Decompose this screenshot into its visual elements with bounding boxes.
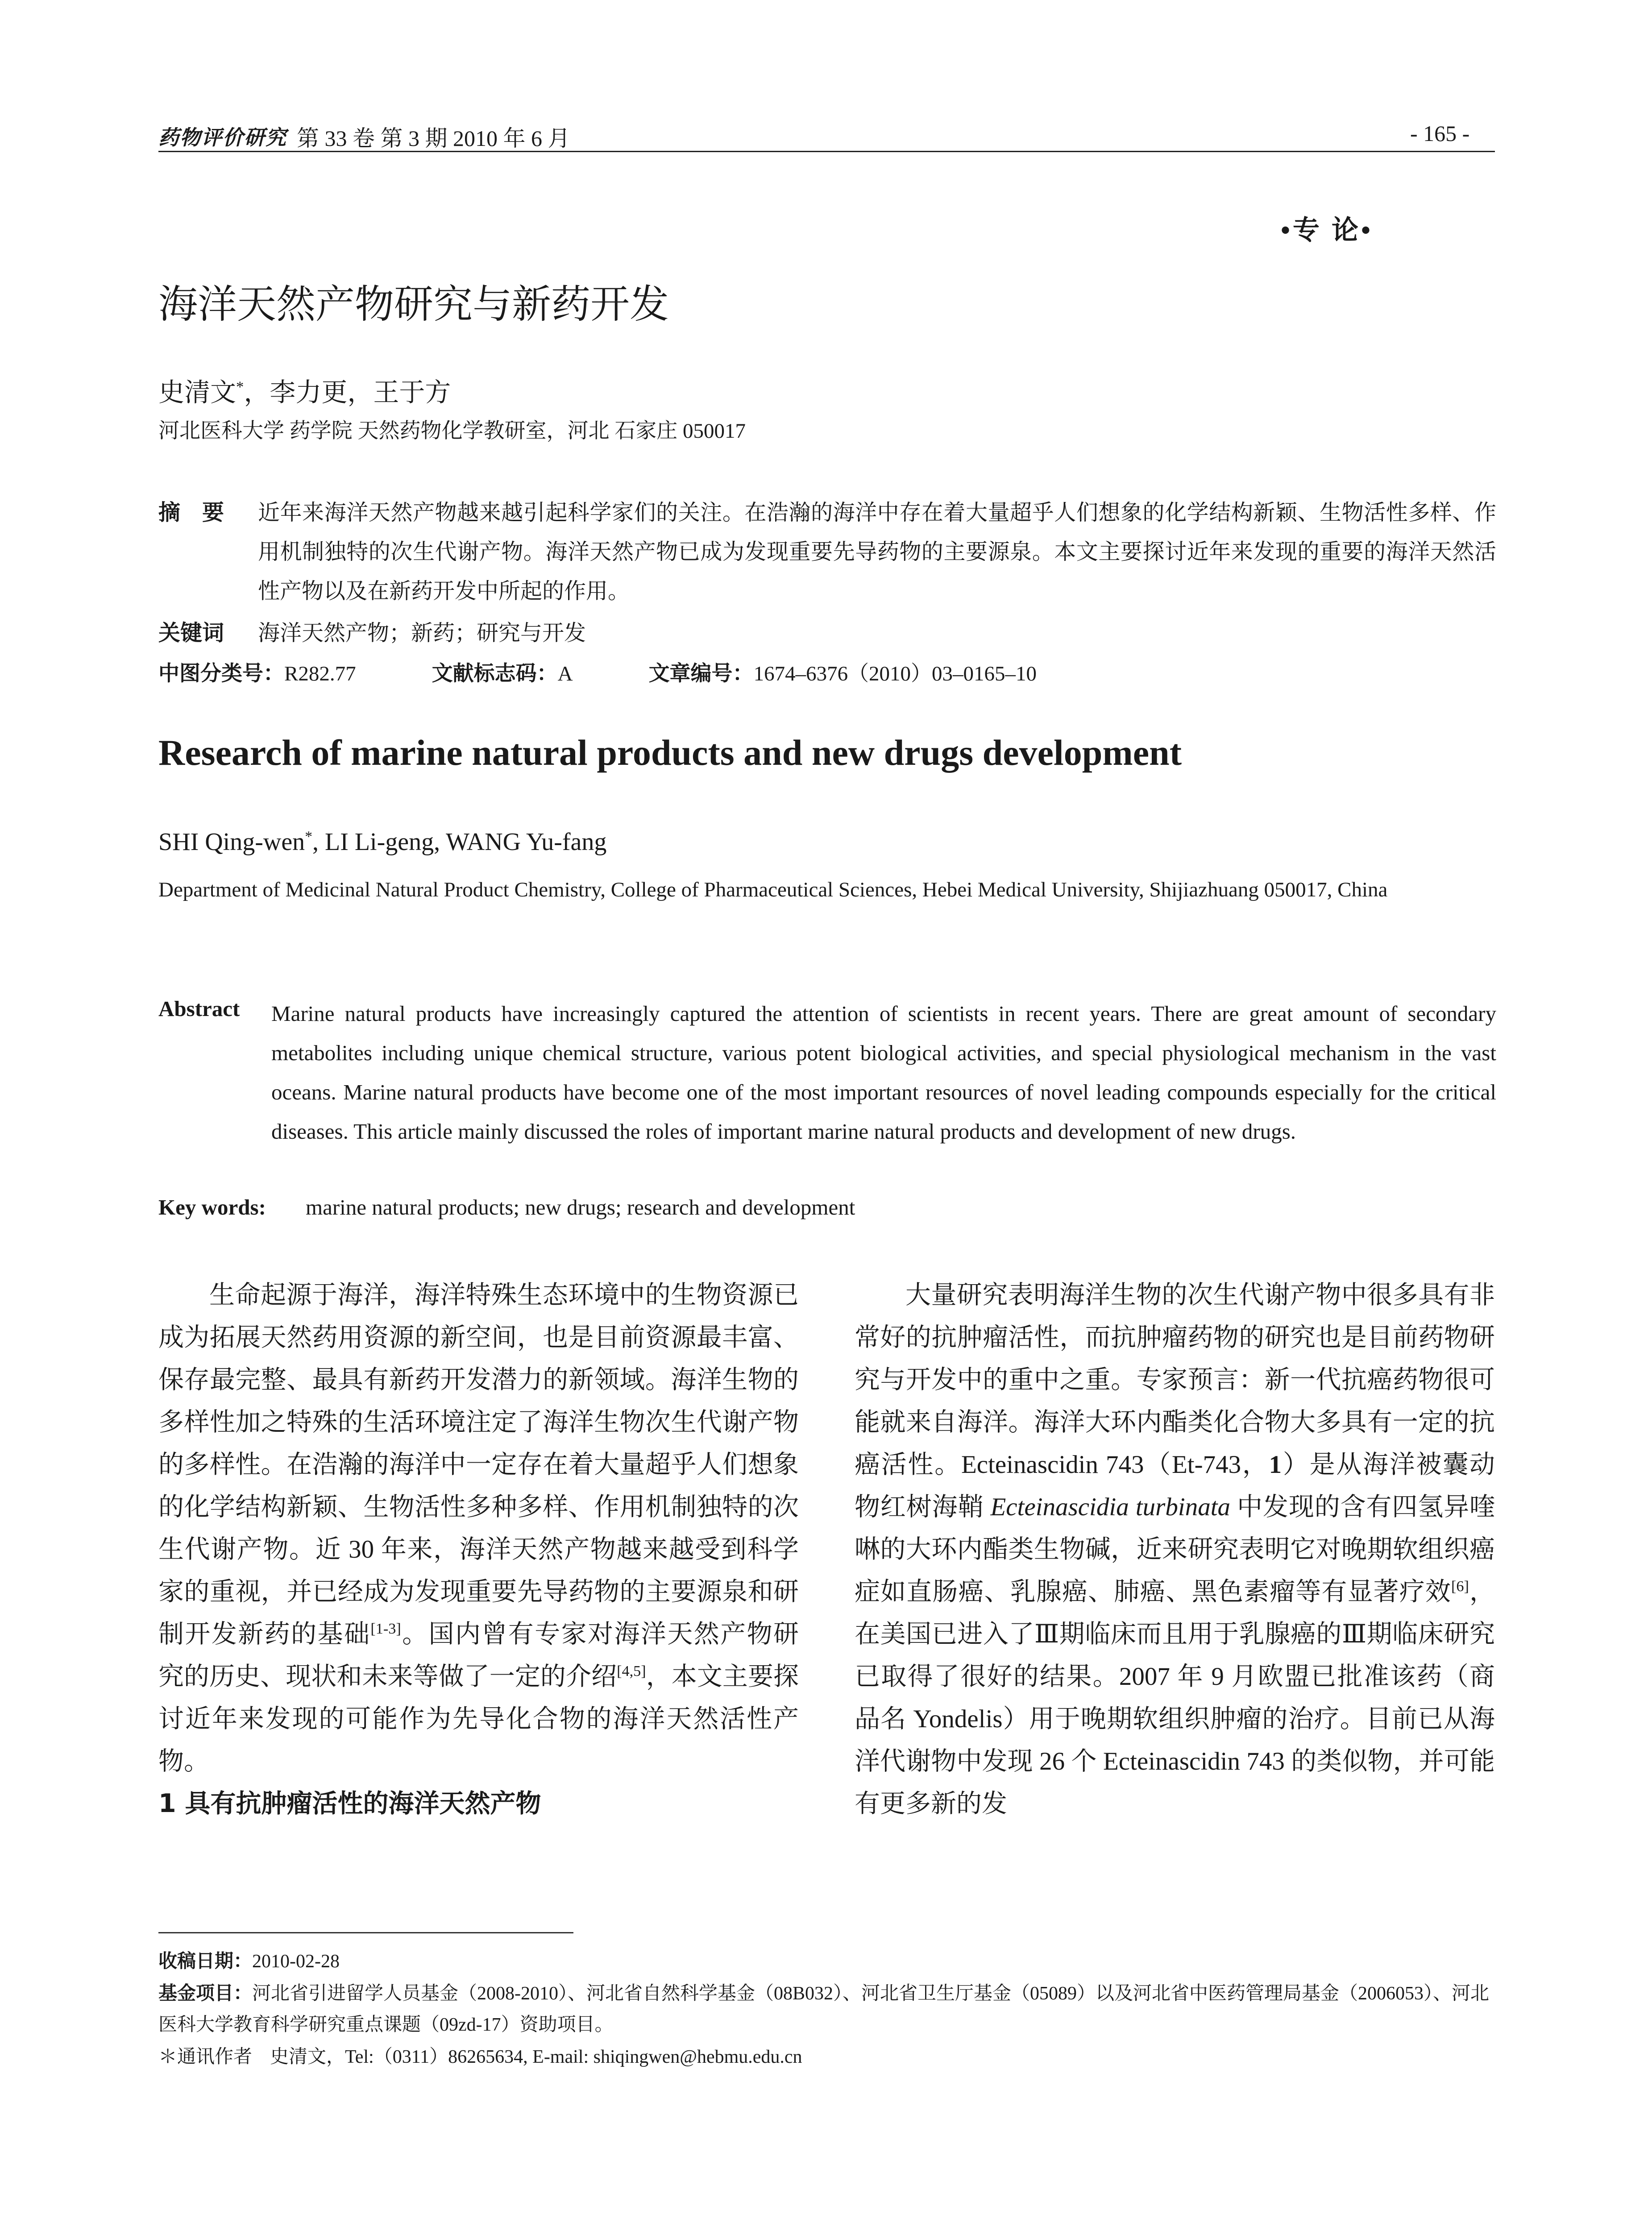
compound-number: 1 bbox=[1269, 1451, 1282, 1479]
clc-label: 中图分类号： bbox=[158, 661, 284, 686]
header-rule bbox=[158, 151, 1495, 152]
citation-ref: [6] bbox=[1451, 1578, 1469, 1595]
abstract-en-label: Abstract bbox=[158, 996, 240, 1021]
corresponding-author-note bbox=[158, 2041, 802, 2073]
body-right-column bbox=[855, 1274, 1495, 1825]
body-left-column bbox=[158, 1274, 799, 1825]
received-label: 收稿日期： bbox=[158, 1950, 253, 1972]
corr-label: ＊通讯作者 bbox=[158, 2047, 253, 2067]
antitumor-paragraph bbox=[855, 1274, 1495, 1825]
clc-value: R282.77 bbox=[284, 662, 356, 685]
citation-ref: [4,5] bbox=[617, 1663, 646, 1679]
page-number: - 165 - bbox=[1410, 121, 1470, 146]
corr-value: 史清文，Tel:（0311）86265634, E-mail: shiqingwen@hebmu.edu.cn bbox=[270, 2047, 802, 2067]
doc-code-value: A bbox=[557, 662, 573, 685]
para-text-b: ）是从海洋被囊动物红树海鞘 bbox=[855, 1451, 1495, 1521]
intro-paragraph bbox=[158, 1274, 799, 1783]
abstract-cn-label: 摘 要 bbox=[158, 500, 232, 525]
keywords-cn-text: 海洋天然产物；新药；研究与开发 bbox=[258, 621, 586, 645]
received-date bbox=[158, 1945, 340, 1977]
keywords-cn-label: 关键词 bbox=[158, 620, 224, 646]
citation-ref: [1-3] bbox=[370, 1621, 401, 1637]
section-heading: 1 具有抗肿瘤活性的海洋天然产物 bbox=[158, 1789, 541, 1818]
author-1: 史清文 bbox=[158, 378, 237, 407]
fund-value: 河北省引进留学人员基金（2008-2010）、河北省自然科学基金（08B032）、河北省卫生厅基金（05089）以及河北省中医药管理局基金（2006053）、河北医科大学教育科学研究重点课题（09zd-17）资助项目。 bbox=[158, 1983, 1490, 2035]
funding-note bbox=[158, 1978, 1495, 2040]
article-number-value: 1674–6376（2010）03–0165–10 bbox=[753, 662, 1037, 685]
authors-en bbox=[158, 828, 606, 856]
fund-label: 基金项目： bbox=[158, 1982, 253, 2004]
para-text-c: 中发现的含有四氢异喹啉的大环内酯类生物碱，近来研究表明它对晚期软组织癌症如直肠癌、乳腺癌、肺癌、黑色素瘤等有显著疗效 bbox=[855, 1493, 1495, 1606]
para-text-a: 大量研究表明海洋生物的次生代谢产物中很多具有非常好的抗肿瘤活性，而抗肿瘤药物的研究也是目前药物研究与开发中的重中之重。专家预言：新一代抗癌药物很可能就来自海洋。海洋大环内酯类化合物大多具有一定的抗癌活性。Ecteinascidin 743（Et-743， bbox=[855, 1281, 1495, 1479]
title-en: Research of marine natural products and new drugs development bbox=[158, 732, 1182, 773]
footnote-rule bbox=[158, 1932, 573, 1933]
affiliation-en: Department of Medicinal Natural Product Chemistry, College of Pharmaceutical Sciences, Hebei Medical University, Shijiazhuang 050017, China bbox=[158, 878, 1388, 901]
species-name: Ecteinascidia turbinata bbox=[990, 1493, 1231, 1521]
keywords-en-label: Key words: bbox=[158, 1195, 266, 1219]
title-cn: 海洋天然产物研究与新药开发 bbox=[158, 281, 669, 327]
corresponding-mark: * bbox=[236, 378, 244, 396]
journal-logo: 药物评价研究 bbox=[158, 126, 287, 149]
para-text-d: ，在美国已进入了Ⅲ期临床而且用于乳腺癌的Ⅲ期临床研究已取得了很好的结果。2007 年 9 月欧盟已批准该药（商品名 Yondelis）用于晚期软组织肿瘤的治疗。目前已从海洋代谢物中发现 26 个 Ecteinascidin 743 的类似物，并可能有更多新的发 bbox=[855, 1578, 1495, 1818]
section-label: •专 论• bbox=[1281, 216, 1374, 245]
doc-code-label: 文献标志码： bbox=[432, 661, 558, 686]
abstract-cn-text: 近年来海洋天然产物越来越引起科学家们的关注。在浩瀚的海洋中存在着大量超乎人们想象的化学结构新颖、生物活性多样、作用机制独特的次生代谢产物。海洋天然产物已成为发现重要先导药物的主要源泉。本文主要探讨近年来发现的重要的海洋天然活性产物以及在新药开发中所起的作用。 bbox=[258, 500, 1496, 603]
author-1-en: SHI Qing-wen bbox=[158, 828, 305, 856]
keywords-en-text: marine natural products; new drugs; research and development bbox=[306, 1195, 855, 1219]
corresponding-mark-en: * bbox=[305, 828, 312, 845]
authors-cn bbox=[158, 371, 451, 409]
authors-rest: ，李力更，王于方 bbox=[244, 378, 451, 407]
affiliation-cn: 河北医科大学 药学院 天然药物化学教研室，河北 石家庄 050017 bbox=[158, 419, 746, 443]
authors-rest-en: , LI Li-geng, WANG Yu-fang bbox=[312, 828, 607, 856]
article-number-label: 文章编号： bbox=[648, 661, 754, 686]
received-value: 2010-02-28 bbox=[252, 1951, 340, 1972]
intro-text-a: 生命起源于海洋，海洋特殊生态环境中的生物资源已成为拓展天然药用资源的新空间，也是目前资源最丰富、保存最完整、最具有新药开发潜力的新领域。海洋生物的多样性加之特殊的生活环境注定了海洋生物次生代谢产物的多样性。在浩瀚的海洋中一定存在着大量超乎人们想象的化学结构新颖、生物活性多种多样、作用机制独特的次生代谢产物。近 30 年来，海洋天然产物越来越受到科学家的重视，并已经成为发现重要先导药物的主要源泉和研制开发新药的基础 bbox=[158, 1281, 799, 1648]
intro-text-b: 。国内曾有专家对海洋天然产物研究的历史、现状和未来等做了一定的介绍 bbox=[158, 1620, 799, 1691]
abstract-en-text: Marine natural products have increasingly captured the attention of scientists in recent years. There are great amount of secondary metabolites including unique chemical structure, various potent biological activities, and special physiological mechanism in the vast oceans. Marine natural products have become one of the most important resources of novel leading compounds especially for the critical diseases. This article mainly discussed the roles of important marine natural products and development of new drugs. bbox=[271, 1001, 1496, 1144]
intro-text-c: ，本文主要探讨近年来发现的可能作为先导化合物的海洋天然活性产物。 bbox=[158, 1663, 799, 1775]
classification-line bbox=[158, 657, 1037, 687]
journal-issue: 第 33 卷 第 3 期 2010 年 6 月 bbox=[297, 126, 570, 151]
